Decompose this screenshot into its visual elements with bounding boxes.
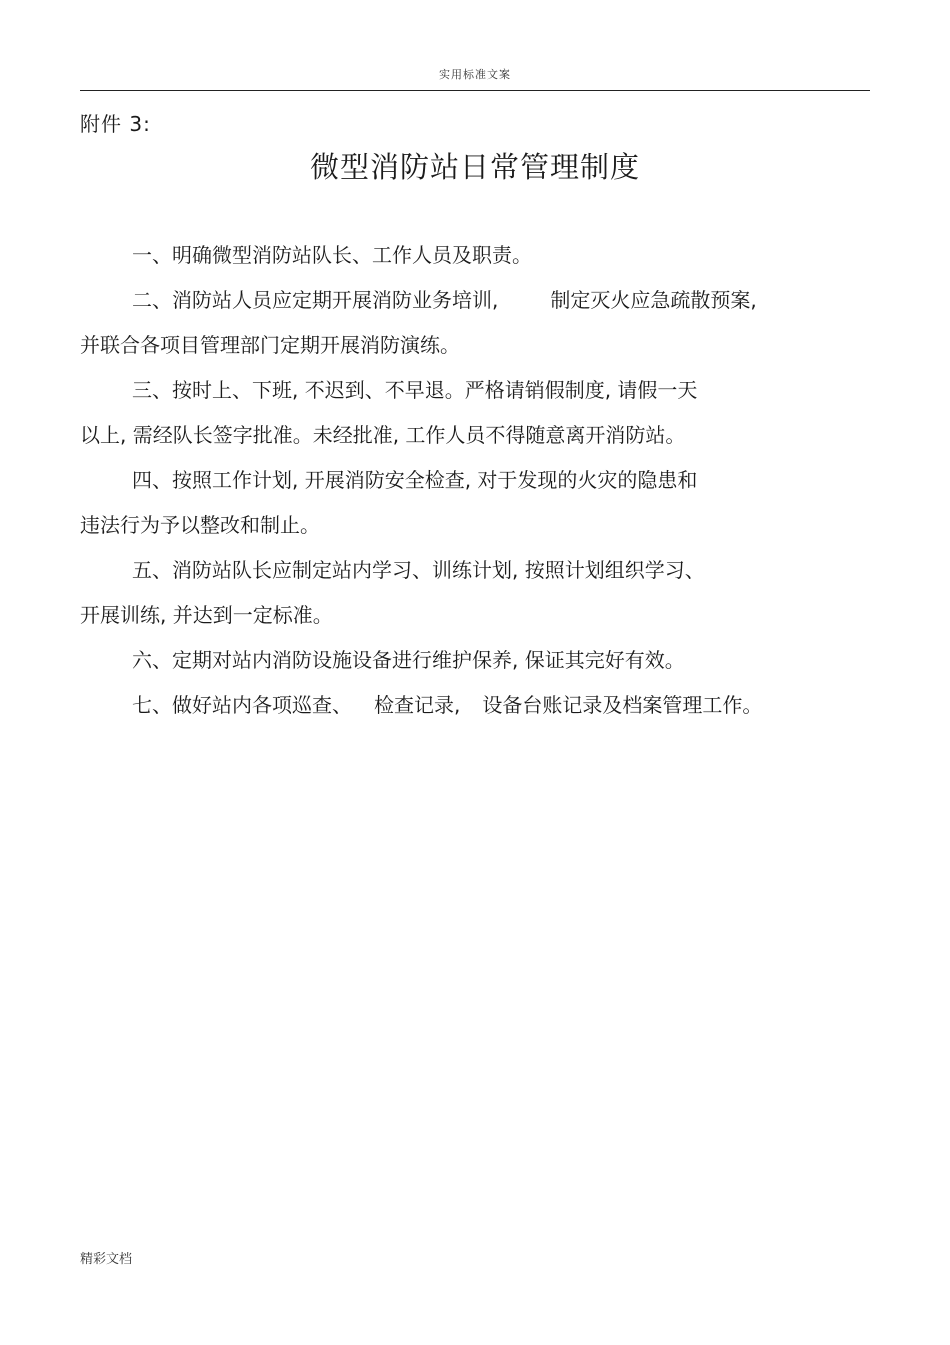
page-header-text: 实用标准文案 (439, 68, 511, 81)
document-title: 微型消防站日常管理制度 (309, 150, 640, 184)
paragraph-2-line-1 (80, 278, 870, 323)
paragraph-5-line-1: 五、消防站队长应制定站内学习、训练计划, 按照计划组织学习、 (132, 558, 705, 582)
paragraph-4-line-2: 违法行为予以整改和制止。 (80, 513, 320, 537)
paragraph-4-line-1: 四、按照工作计划, 开展消防安全检查, 对于发现的火灾的隐患和 (132, 468, 698, 492)
paragraph-7-line-1 (80, 683, 870, 728)
paragraph-2-line-2: 并联合各项目管理部门定期开展消防演练。 (80, 333, 460, 357)
paragraph-3-line-2: 以上, 需经队长签字批准。未经批准, 工作人员不得随意离开消防站。 (80, 423, 686, 447)
attachment-label: 附件 3: (80, 112, 151, 136)
paragraph-7-line-1-part-b: 检查记录, (374, 693, 461, 717)
paragraph-7-line-1-part-a: 七、做好站内各项巡查、 (132, 693, 352, 717)
paragraph-6-line-1: 六、定期对站内消防设施设备进行维护保养, 保证其完好有效。 (132, 648, 685, 672)
paragraph-5-line-2: 开展训练, 并达到一定标准。 (80, 603, 333, 627)
paragraph-2-line-1-part-a: 二、消防站人员应定期开展消防业务培训, (132, 288, 499, 312)
paragraph-1-line-1: 一、明确微型消防站队长、工作人员及职责。 (132, 243, 532, 267)
document-body (80, 233, 870, 728)
paragraph-3-line-1: 三、按时上、下班, 不迟到、不早退。严格请销假制度, 请假一天 (132, 378, 698, 402)
paragraph-2-line-1-part-b: 制定灭火应急疏散预案, (550, 288, 757, 312)
header-divider (80, 90, 870, 91)
page-footer-text: 精彩文档 (80, 1252, 133, 1267)
paragraph-7-line-1-part-c: 设备台账记录及档案管理工作。 (482, 693, 763, 717)
